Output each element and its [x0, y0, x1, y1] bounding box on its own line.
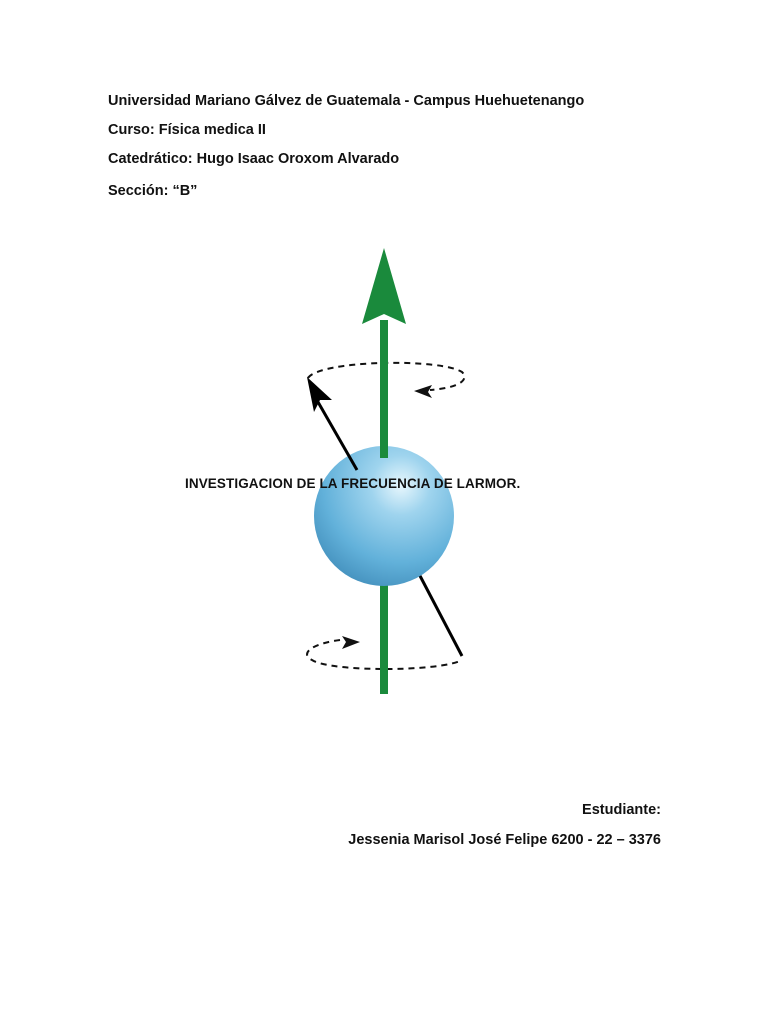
student-name: Jessenia Marisol José Felipe 6200 - 22 – 3376	[348, 832, 661, 848]
spin-vector-upper	[318, 402, 357, 470]
larmor-precession-figure	[290, 240, 480, 702]
axis-lower-segment	[380, 580, 388, 694]
axis-arrowhead	[362, 248, 406, 324]
student-label: Estudiante:	[582, 802, 661, 818]
proton-sphere	[314, 446, 454, 586]
course-name: Curso: Física medica II	[108, 122, 266, 138]
upper-rotation-arrowhead	[414, 385, 432, 398]
university-name: Universidad Mariano Gálvez de Guatemala - Campus Huehuetenango	[108, 93, 585, 109]
spin-vector-lower	[418, 572, 462, 656]
professor-name: Catedrático: Hugo Isaac Oroxom Alvarado	[108, 151, 400, 167]
section-label: Sección: “B”	[108, 183, 198, 199]
spin-precession-icon	[290, 240, 480, 702]
document-title: INVESTIGACION DE LA FRECUENCIA DE LARMOR.	[185, 476, 521, 491]
axis-upper-segment	[380, 320, 388, 458]
lower-rotation-arrowhead	[342, 636, 360, 649]
